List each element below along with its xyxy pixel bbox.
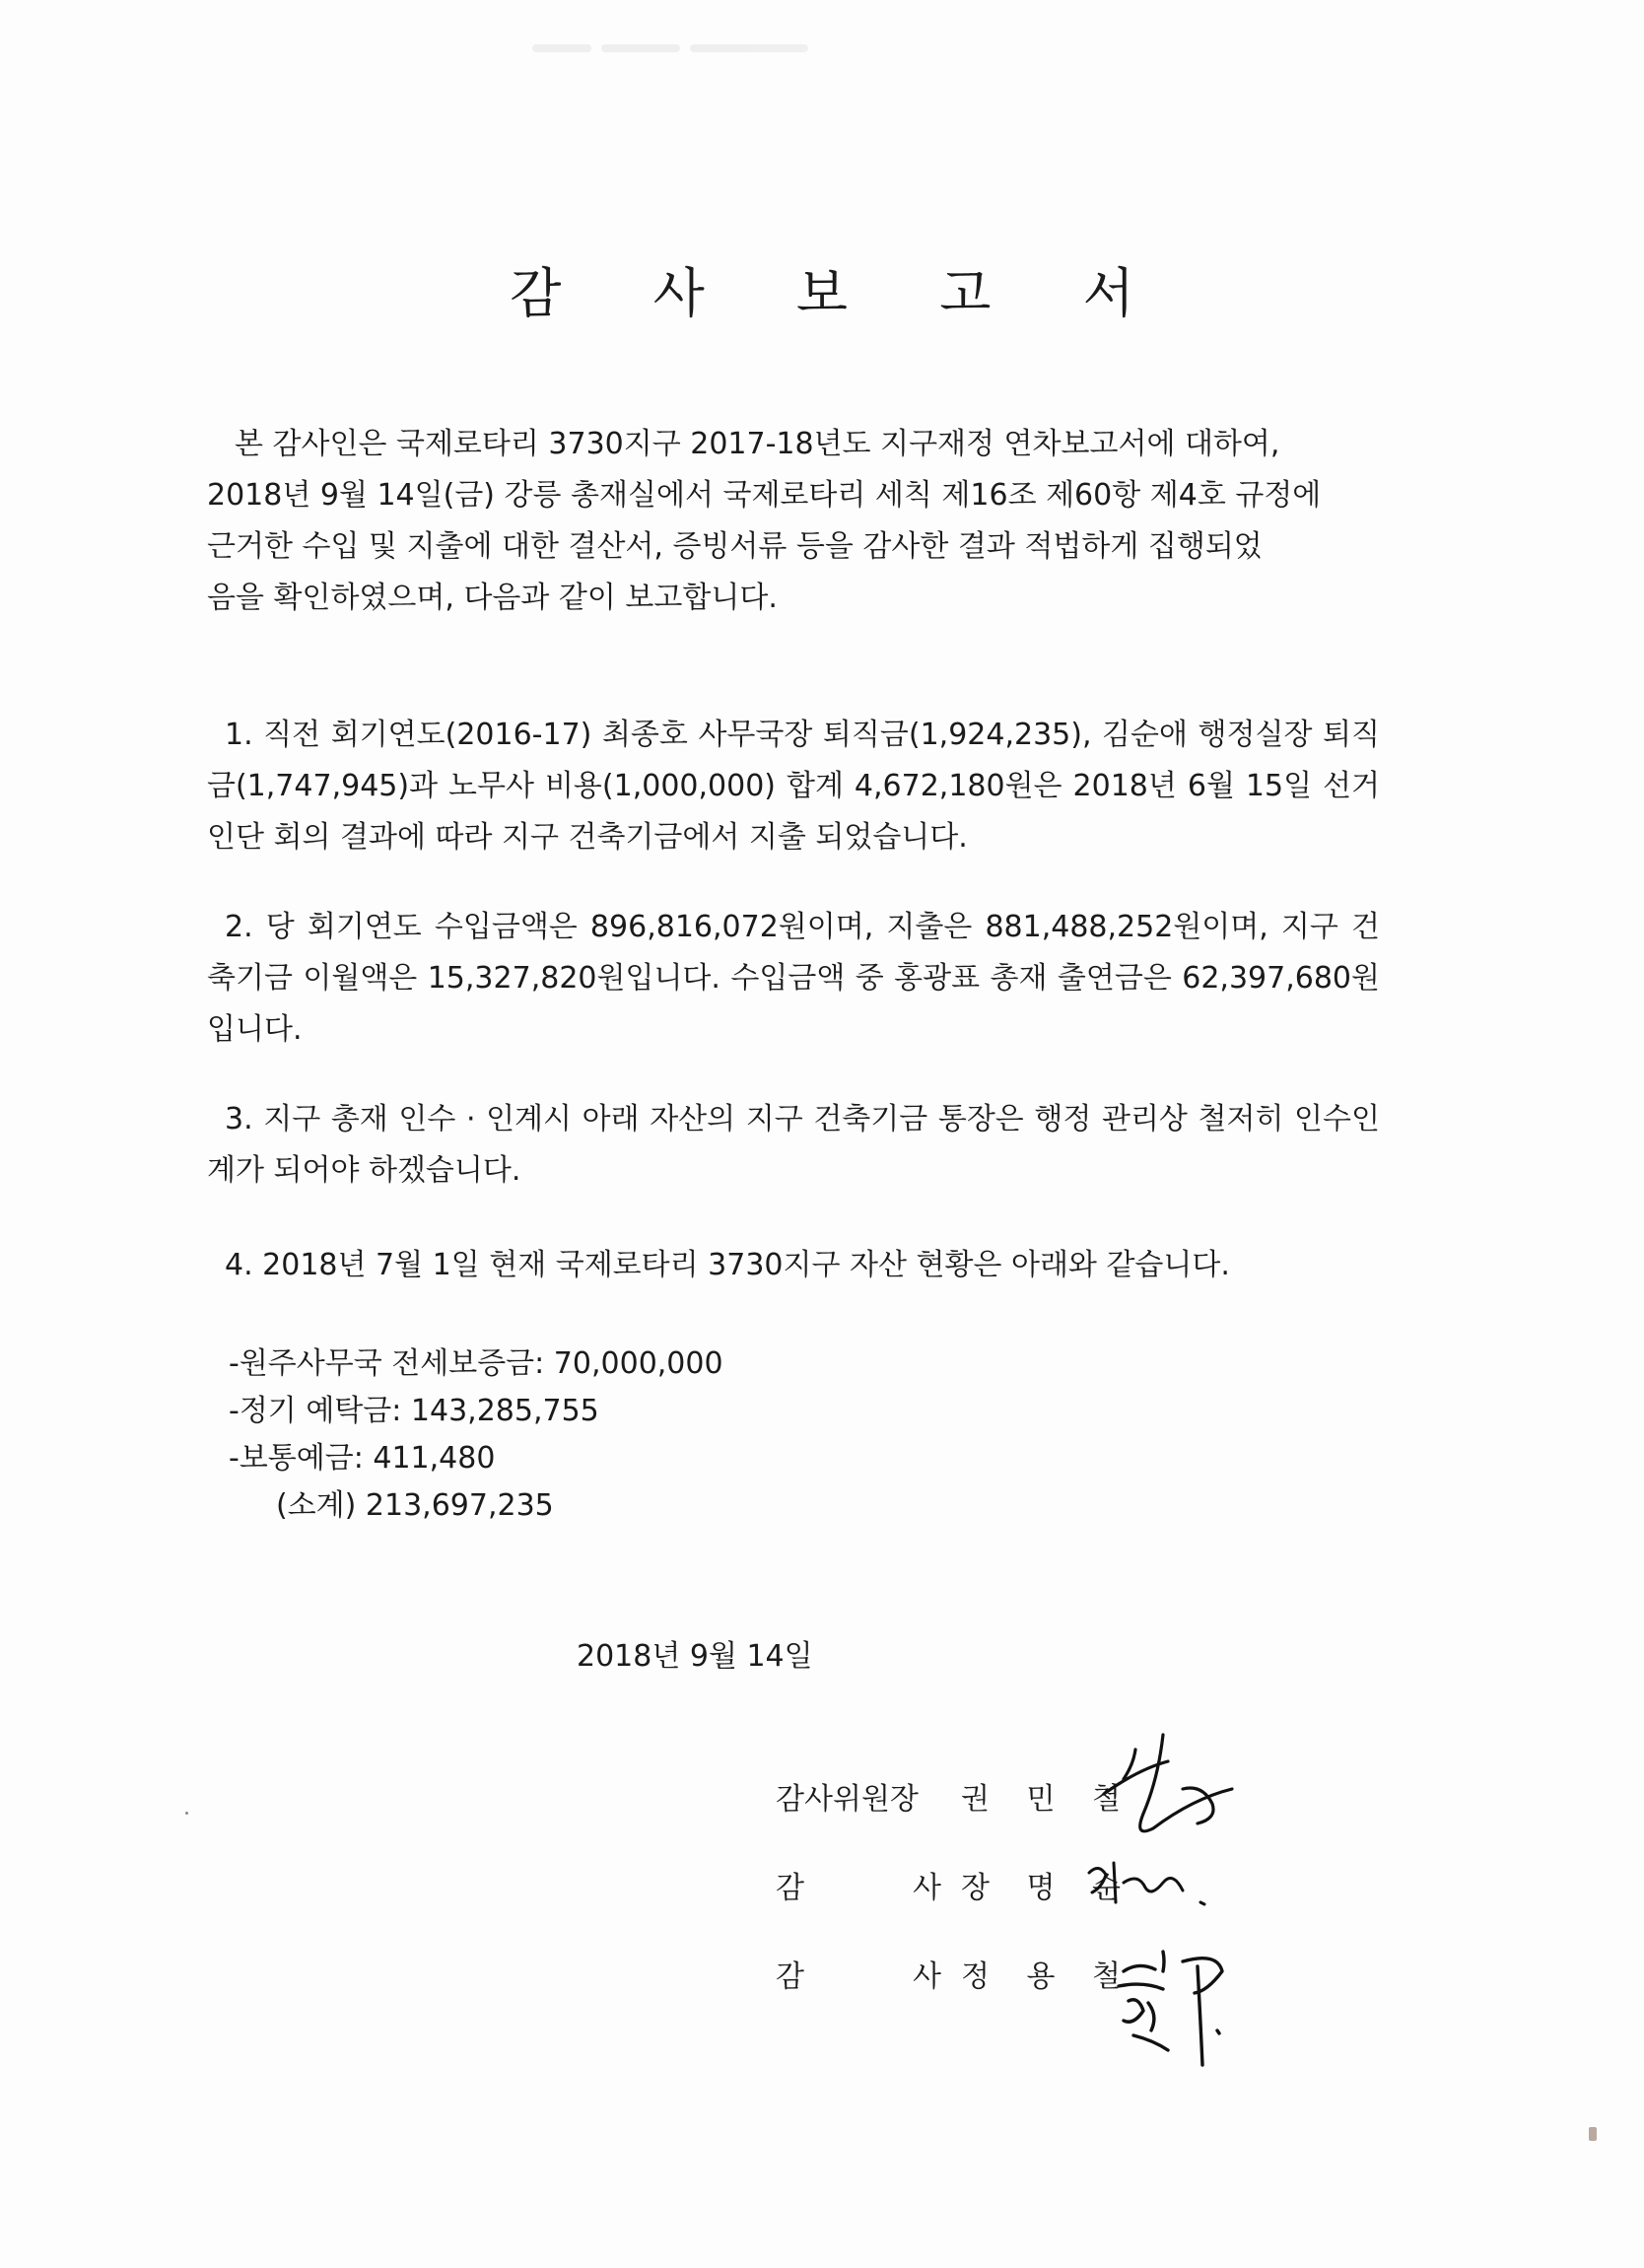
scan-speck <box>185 1812 188 1815</box>
report-item-1: 1. 직전 회기연도(2016-17) 최종호 사무국장 퇴직금(1,924,235), 김순애 행정실장 퇴직금(1,747,945)과 노무사 비용(1,000,000) 합계 4,672,180원은 2018년 6월 15일 선거인단 회의 결과에 따라 지구 건축기금에서 지출 되었습니다. <box>207 718 1380 855</box>
faint-header-bleed <box>532 37 887 59</box>
asset-list <box>229 1340 723 1530</box>
signer-role: 감 사 <box>776 1959 941 1994</box>
report-date: 2018년 9월 14일 <box>577 1639 813 1674</box>
asset-subtotal: (소계) 213,697,235 <box>276 1488 554 1523</box>
signer-row <box>776 1774 1268 1863</box>
intro-line: 본 감사인은 국제로타리 3730지구 2017-18년도 지구재정 연차보고서에 대하여, <box>235 427 1280 461</box>
report-item-3: 3. 지구 총재 인수 · 인계시 아래 자산의 지구 건축기금 통장은 행정 관리상 철저히 인수인계가 되어야 하겠습니다. <box>207 1102 1380 1188</box>
signer-role: 감 사 <box>776 1871 941 1905</box>
signer-name: 정 용 철 <box>961 1959 1135 1994</box>
report-item-4: 4. 2018년 7월 1일 현재 국제로타리 3730지구 자산 현황은 아래와 같습니다. <box>225 1248 1230 1282</box>
intro-paragraph <box>207 419 1380 624</box>
signer-name: 장 명 순 <box>961 1871 1135 1905</box>
signer-block <box>776 1774 1268 2040</box>
signer-row <box>776 1863 1268 1952</box>
signer-name: 권 민 철 <box>961 1782 1135 1817</box>
intro-line: 2018년 9월 14일(금) 강릉 총재실에서 국제로타리 세칙 제16조 제60항 제4호 규정에 <box>207 478 1322 513</box>
asset-item: -보통예금: 411,480 <box>229 1441 496 1476</box>
intro-line: 근거한 수입 및 지출에 대한 결산서, 증빙서류 등을 감사한 결과 적법하게 집행되었 <box>207 529 1263 564</box>
intro-line: 음을 확인하였으며, 다음과 같이 보고합니다. <box>207 581 778 615</box>
report-item-2: 2. 당 회기연도 수입금액은 896,816,072원이며, 지출은 881,488,252원이며, 지구 건축기금 이월액은 15,327,820원입니다. 수입금액 중 홍광표 총재 출연금은 62,397,680원입니다. <box>207 910 1380 1047</box>
asset-item: -정기 예탁금: 143,285,755 <box>229 1394 599 1428</box>
signer-role: 감사위원장 <box>776 1782 919 1817</box>
asset-item: -원주사무국 전세보증금: 70,000,000 <box>229 1346 723 1381</box>
document-title: 감 사 보 고 서 <box>510 262 1172 324</box>
scan-speck <box>1589 2127 1597 2141</box>
signer-row <box>776 1952 1268 2040</box>
